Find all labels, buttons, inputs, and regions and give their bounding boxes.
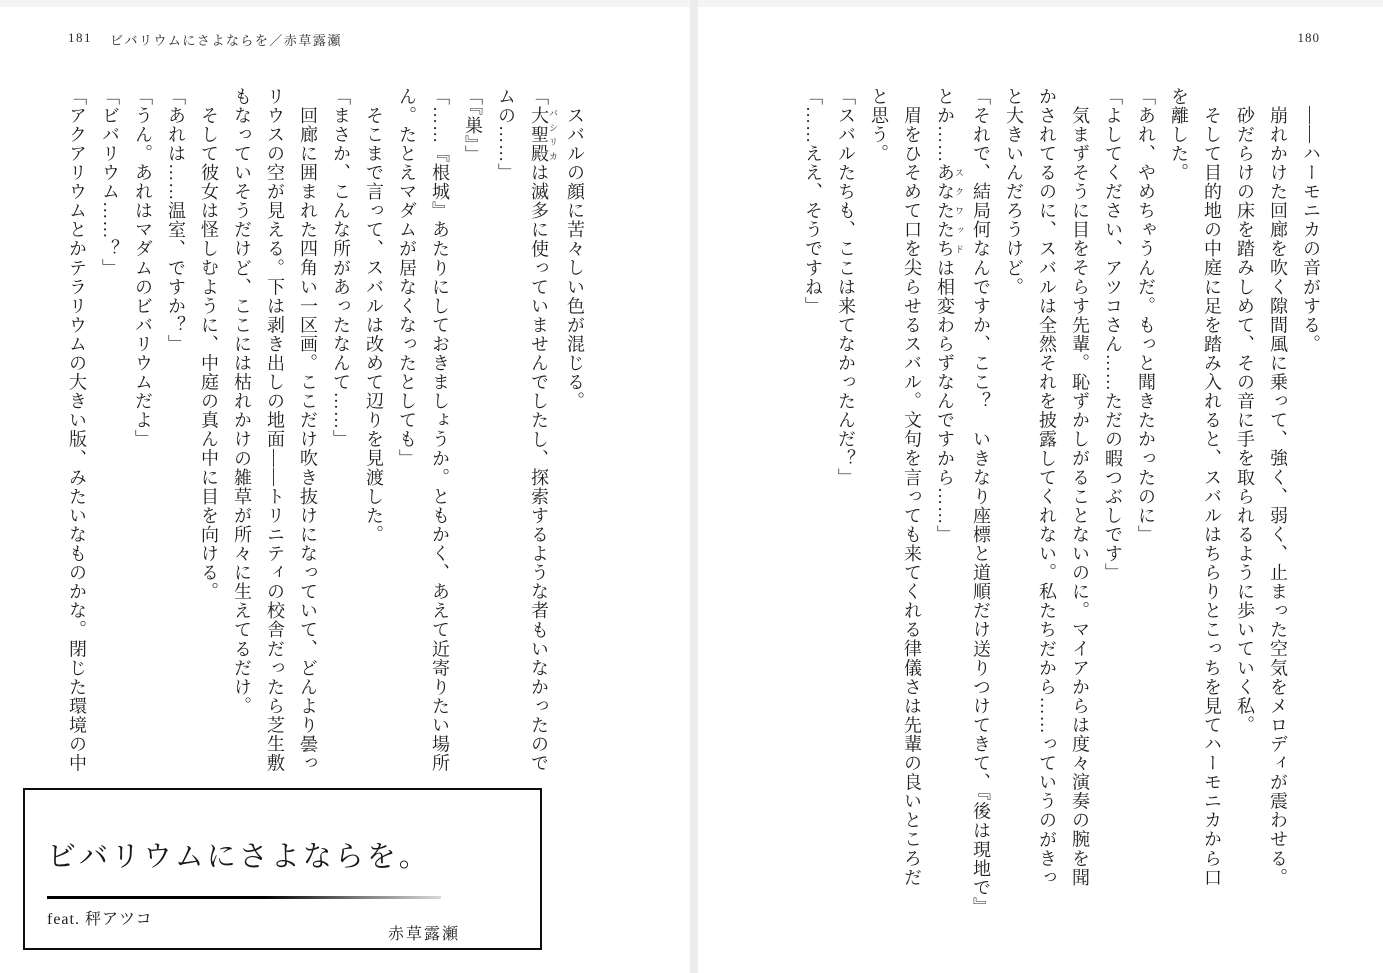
- chapter-author: 赤草露瀬: [387, 926, 460, 943]
- page-180-text-block: [799, 87, 1327, 963]
- text-column: 「まさか、こんな所があったなんて……」: [331, 87, 351, 449]
- text-column: 砂だらけの床を踏みしめて、その音に手を取られるように歩いていく私。: [1235, 106, 1255, 735]
- text-column: 眉をひそめて口を尖らせるスバル。文句を言っても来てくれる律儀さは先輩の良いところだ: [902, 106, 922, 888]
- chapter-title: ビバリウムにさよならを。: [47, 841, 431, 873]
- text-column: 崩れかけた回廊を吹く隙間風に乗って、強く、弱く、止まった空気をメロディが震わせる。: [1268, 106, 1288, 888]
- text-column: を離した。: [1169, 87, 1189, 183]
- ruby-annotated-word: あなたたち スクワッド: [935, 163, 964, 259]
- text-column: そして目的地の中庭に足を踏み入れると、スバルはちらりとこっちを見てハーモニカから口: [1202, 106, 1222, 888]
- text-column: そこまで言って、スバルは改めて辺りを見渡した。: [364, 106, 384, 545]
- text-column: と思う。: [869, 87, 889, 164]
- title-underline: [47, 896, 441, 899]
- text-column: 「大聖殿 バシリカは滅多に使っていませんでしたし、探索するような者もいなかったので: [529, 87, 558, 773]
- text-column: もなっていそうだけど、ここには枯れかけの雑草が所々に生えてるだけ。: [232, 87, 252, 716]
- text-column: ん。たとえマダムが居なくなったとしても」: [397, 87, 417, 468]
- text-column: 「よしてください、アツコさん……ただの暇つぶしです」: [1103, 87, 1123, 583]
- text-column: 「あれは……温室、ですか？」: [166, 87, 186, 354]
- page-number-left: 181: [68, 30, 92, 45]
- text-column: 「あれ、やめちゃうんだ。もっと聞きたかったのに」: [1136, 87, 1156, 545]
- text-column: そして彼女は怪しむように、中庭の真ん中に目を向ける。: [199, 106, 219, 602]
- text-column: 「……『根城』あたりにしておきましょうか。ともかく、あえて近寄りたい場所: [430, 87, 450, 773]
- text-column: とか……あなたたち スクワッドは相変わらずなんですから……」: [935, 87, 964, 545]
- page-gutter: [690, 0, 698, 973]
- text-column: かされてるのに、スバルは全然それを披露してくれない。私たちだから……っていうのがきっ: [1037, 87, 1057, 888]
- text-column: リウスの空が見える。下は剥き出しの地面――トリニティの校舎だったら芝生敷: [265, 87, 285, 773]
- text-column: 「スバルたちも、ここは来てなかったんだ？」: [836, 87, 856, 488]
- running-title: ビバリウムにさよならを／赤草露瀬: [110, 33, 342, 48]
- chapter-title-box: [23, 788, 542, 950]
- text-column: 「それで、結局何なんですか、ここ？ いきなり座標と道順だけ送りつけてきて、『後は現地で』: [971, 87, 991, 917]
- page-number-right: 180: [1297, 30, 1320, 45]
- text-column: ムの……」: [496, 87, 516, 183]
- text-column: 「アクアリウムとかテラリウムの大きい版、みたいなものかな。閉じた環境の中: [67, 87, 87, 773]
- text-column: 「『巣』」: [463, 87, 483, 165]
- text-column: 回廊に囲まれた四角い一区画。ここだけ吹き抜けになっていて、どんより曇っ: [298, 106, 318, 773]
- chapter-feat-credit: feat. 秤アツコ: [47, 911, 153, 928]
- text-column: 「うん。あれはマダムのビバリウムだよ」: [133, 87, 153, 449]
- text-column: スバルの顔に苦々しい色が混じる。: [565, 106, 585, 411]
- text-column: ――ハーモニカの音がする。: [1301, 106, 1321, 354]
- text-column: と大きいんだろうけど。: [1004, 87, 1024, 297]
- text-column: 気まずそうに目をそらす先輩。恥ずかしがることないのに。マイアからは度々演奏の腕を聞: [1070, 106, 1090, 888]
- ruby-annotated-word: 大聖殿 バシリカ: [529, 106, 558, 164]
- text-column: 「……ええ、そうですね」: [803, 87, 823, 316]
- text-column: 「ビバリウム……？」: [100, 87, 120, 278]
- running-header-left: [68, 30, 342, 49]
